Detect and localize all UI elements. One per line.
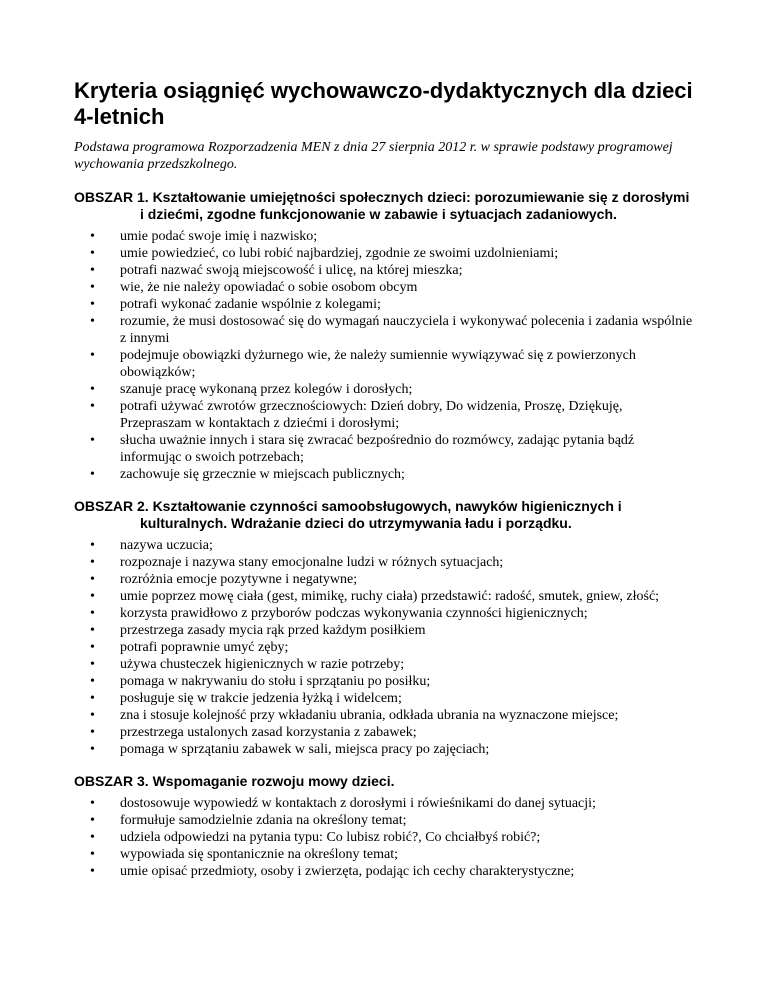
bullet-icon: • — [90, 555, 95, 570]
bullet-icon: • — [90, 382, 95, 397]
list-item — [74, 605, 694, 622]
list-item — [74, 245, 694, 262]
bullet-icon: • — [90, 674, 95, 689]
bullet-icon: • — [90, 538, 95, 553]
document-page — [74, 78, 694, 880]
list-item — [74, 795, 694, 812]
section-3 — [74, 773, 694, 880]
bullet-icon: • — [90, 297, 95, 312]
list-item — [74, 846, 694, 863]
bullet-icon: • — [90, 348, 95, 363]
list-item — [74, 432, 694, 466]
list-item-text: dostosowuje wypowiedź w kontaktach z dorosłymi i rówieśnikami do danej sytuacji; — [120, 796, 596, 811]
list-item — [74, 812, 694, 829]
list-item — [74, 571, 694, 588]
bullet-icon: • — [90, 572, 95, 587]
list-item-text: nazywa uczucia; — [120, 538, 213, 553]
bullet-icon: • — [90, 606, 95, 621]
list-item-text: szanuje pracę wykonaną przez kolegów i dorosłych; — [120, 382, 413, 397]
bullet-icon: • — [90, 640, 95, 655]
list-item — [74, 296, 694, 313]
bullet-icon: • — [90, 280, 95, 295]
bullet-icon: • — [90, 742, 95, 757]
list-item — [74, 639, 694, 656]
bullet-icon: • — [90, 433, 95, 448]
bullet-list — [74, 228, 694, 483]
bullet-icon: • — [90, 691, 95, 706]
list-item-text: potrafi używać zwrotów grzecznościowych: Dzień dobry, Do widzenia, Proszę, Dziękuję, Przepraszam w kontaktach z dziećmi i dorosłymi; — [120, 399, 623, 431]
bullet-icon: • — [90, 830, 95, 845]
bullet-icon: • — [90, 623, 95, 638]
bullet-list — [74, 537, 694, 758]
list-item-text: zna i stosuje kolejność przy wkładaniu ubrania, odkłada ubrania na wyznaczone miejsce; — [120, 708, 619, 723]
list-item — [74, 690, 694, 707]
section-2 — [74, 498, 694, 758]
list-item-text: formułuje samodzielnie zdania na określony temat; — [120, 813, 407, 828]
section-heading: OBSZAR 2. Kształtowanie czynności samoobsługowych, nawyków higienicznych i kulturalnych. Wdrażanie dzieci do utrzymywania ładu i porządku. — [74, 498, 622, 531]
list-item-text: zachowuje się grzecznie w miejscach publicznych; — [120, 467, 405, 482]
list-item-text: przestrzega ustalonych zasad korzystania z zabawek; — [120, 725, 417, 740]
section-1 — [74, 189, 694, 483]
bullet-icon: • — [90, 847, 95, 862]
section-heading: OBSZAR 3. Wspomaganie rozwoju mowy dzieci. — [74, 773, 395, 789]
list-item — [74, 381, 694, 398]
list-item — [74, 656, 694, 673]
list-item-text: umie opisać przedmioty, osoby i zwierzęta, podając ich cechy charakterystyczne; — [120, 864, 575, 879]
bullet-icon: • — [90, 314, 95, 329]
list-item-text: słucha uważnie innych i stara się zwracać bezpośrednio do rozmówcy, zadając pytania bądź informując o swoich potrzebach; — [120, 433, 635, 465]
list-item — [74, 398, 694, 432]
list-item-text: posługuje się w trakcie jedzenia łyżką i widelcem; — [120, 691, 402, 706]
bullet-icon: • — [90, 246, 95, 261]
list-item — [74, 554, 694, 571]
list-item-text: pomaga w sprzątaniu zabawek w sali, miejsca pracy po zajęciach; — [120, 742, 490, 757]
list-item-text: udziela odpowiedzi na pytania typu: Co lubisz robić?, Co chciałbyś robić?; — [120, 830, 541, 845]
list-item-text: używa chusteczek higienicznych w razie potrzeby; — [120, 657, 405, 672]
list-item-text: wie, że nie należy opowiadać o sobie osobom obcym — [120, 280, 418, 295]
list-item-text: potrafi poprawnie umyć zęby; — [120, 640, 289, 655]
list-item-text: umie podać swoje imię i nazwisko; — [120, 229, 318, 244]
list-item-text: umie powiedzieć, co lubi robić najbardziej, zgodnie ze swoimi uzdolnieniami; — [120, 246, 559, 261]
bullet-icon: • — [90, 589, 95, 604]
list-item — [74, 262, 694, 279]
bullet-icon: • — [90, 399, 95, 414]
bullet-icon: • — [90, 263, 95, 278]
list-item — [74, 829, 694, 846]
document-title: Kryteria osiągnięć wychowawczo-dydaktycznych dla dzieci 4-letnich — [74, 78, 693, 129]
list-item-text: rozpoznaje i nazywa stany emocjonalne ludzi w różnych sytuacjach; — [120, 555, 504, 570]
list-item — [74, 347, 694, 381]
list-item — [74, 724, 694, 741]
list-item-text: potrafi wykonać zadanie wspólnie z kolegami; — [120, 297, 381, 312]
list-item — [74, 588, 694, 605]
list-item-text: przestrzega zasady mycia rąk przed każdym posiłkiem — [120, 623, 426, 638]
list-item — [74, 707, 694, 724]
list-item — [74, 279, 694, 296]
list-item-text: wypowiada się spontanicznie na określony temat; — [120, 847, 398, 862]
list-item — [74, 228, 694, 245]
document-subtitle: Podstawa programowa Rozporzadzenia MEN z dnia 27 sierpnia 2012 r. w sprawie podstawy programowej wychowania przedszkolnego. — [74, 140, 673, 172]
bullet-icon: • — [90, 657, 95, 672]
section-heading: OBSZAR 1. Kształtowanie umiejętności społecznych dzieci: porozumiewanie się z dorosłymi i dziećmi, zgodne funkcjonowanie w zabawie i sytuacjach zadaniowych. — [74, 189, 690, 222]
bullet-icon: • — [90, 796, 95, 811]
bullet-icon: • — [90, 725, 95, 740]
bullet-icon: • — [90, 467, 95, 482]
list-item-text: rozróżnia emocje pozytywne i negatywne; — [120, 572, 358, 587]
list-item — [74, 622, 694, 639]
bullet-icon: • — [90, 864, 95, 879]
list-item — [74, 863, 694, 880]
list-item-text: korzysta prawidłowo z przyborów podczas wykonywania czynności higienicznych; — [120, 606, 588, 621]
list-item — [74, 537, 694, 554]
list-item — [74, 313, 694, 347]
list-item — [74, 466, 694, 483]
list-item — [74, 741, 694, 758]
bullet-icon: • — [90, 813, 95, 828]
list-item — [74, 673, 694, 690]
list-item-text: rozumie, że musi dostosować się do wymagań nauczyciela i wykonywać polecenia i zadania wspólnie z innymi — [120, 314, 693, 346]
list-item-text: umie poprzez mowę ciała (gest, mimikę, ruchy ciała) przedstawić: radość, smutek, gniew, złość; — [120, 589, 660, 604]
list-item-text: potrafi nazwać swoją miejscowość i ulicę, na której mieszka; — [120, 263, 463, 278]
bullet-list — [74, 795, 694, 880]
list-item-text: pomaga w nakrywaniu do stołu i sprzątaniu po posiłku; — [120, 674, 431, 689]
bullet-icon: • — [90, 708, 95, 723]
bullet-icon: • — [90, 229, 95, 244]
list-item-text: podejmuje obowiązki dyżurnego wie, że należy sumiennie wywiązywać się z powierzonych obowiązków; — [120, 348, 636, 380]
